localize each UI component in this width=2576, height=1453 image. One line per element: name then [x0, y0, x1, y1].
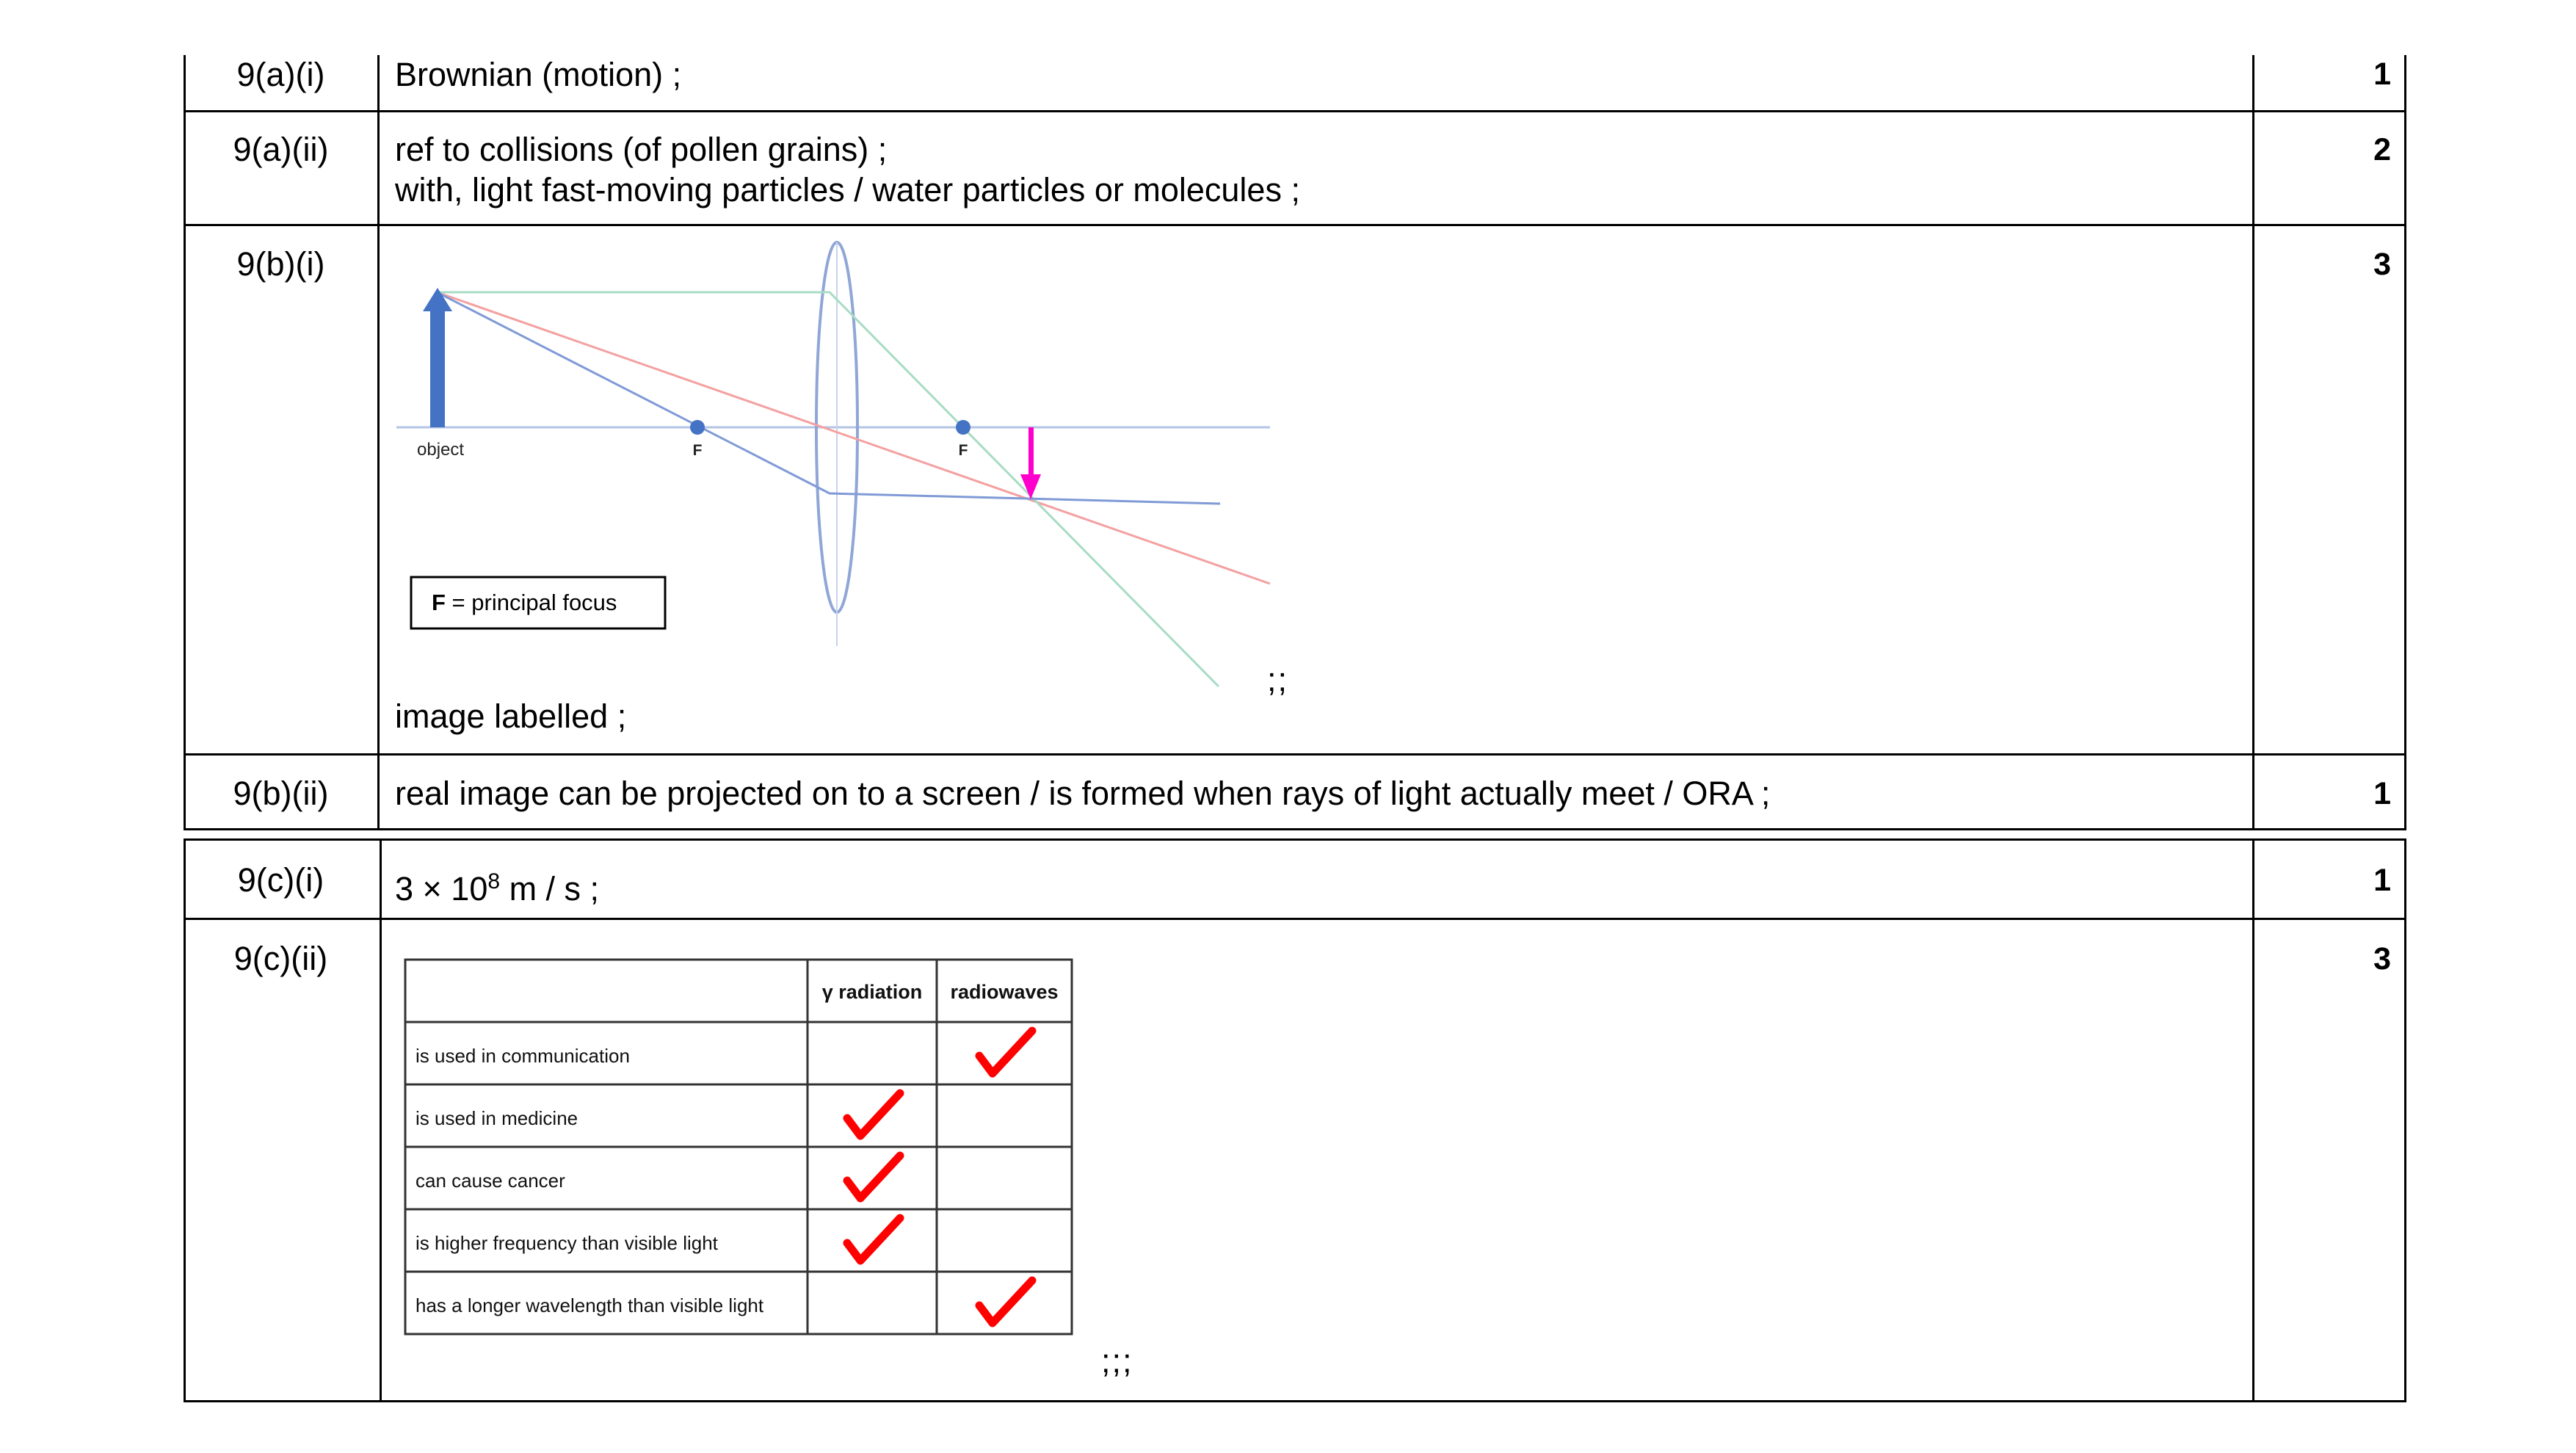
focus-label-right: F	[958, 442, 968, 459]
tick-mark-icon	[979, 1031, 1032, 1073]
grid-line	[184, 224, 2406, 226]
mark: 1	[2373, 57, 2391, 92]
object-arrow	[430, 308, 445, 427]
focus-point-right	[956, 420, 970, 435]
grid-line	[380, 838, 382, 1402]
tick-mark-icon	[847, 1218, 900, 1261]
header-radiowaves: radiowaves	[950, 981, 1059, 1003]
row-label: is used in communication	[416, 1045, 630, 1067]
answer-prefix: 3 × 10	[395, 870, 488, 907]
row-label: is used in medicine	[416, 1107, 578, 1129]
grid-line	[2404, 55, 2406, 830]
answer-text: image labelled ;	[395, 697, 627, 735]
grid-line	[2252, 55, 2254, 830]
answer-text: with, light fast-moving particles / water particles or molecules ;	[395, 171, 1300, 209]
legend-text	[432, 590, 617, 615]
question-number: 9(b)(ii)	[233, 775, 329, 812]
grid-line	[2252, 838, 2254, 1402]
answer-text: Brownian (motion) ;	[395, 56, 682, 93]
grid-line	[184, 1400, 2406, 1402]
question-number: 9(a)(ii)	[233, 131, 329, 168]
ray-through-focus	[437, 292, 1220, 504]
grid-line	[377, 55, 380, 830]
mark: 2	[2373, 132, 2391, 167]
grid-line	[184, 110, 2406, 112]
focus-label-left: F	[692, 442, 703, 459]
tick-mark-icon	[847, 1093, 900, 1136]
answer-suffix: m / s ;	[500, 870, 600, 907]
row-label: has a longer wavelength than visible light	[416, 1294, 764, 1316]
ray-diagram	[389, 235, 1314, 705]
semicolons: ;;;	[1101, 1342, 1133, 1380]
object-label: object	[417, 440, 465, 460]
answer-text	[395, 861, 599, 909]
image-arrow	[1028, 427, 1034, 477]
image-arrowhead	[1020, 474, 1041, 499]
grid-line	[184, 918, 2406, 920]
question-number: 9(c)(i)	[237, 861, 324, 899]
answer-text: ref to collisions (of pollen grains) ;	[395, 131, 888, 168]
row-label: is higher frequency than visible light	[416, 1232, 718, 1254]
grid-line	[184, 55, 186, 830]
answer-exponent: 8	[487, 869, 501, 894]
mark: 3	[2373, 247, 2391, 282]
tick-mark-icon	[847, 1156, 900, 1198]
question-number: 9(c)(ii)	[233, 940, 328, 977]
semicolons: ;;	[1267, 661, 1289, 698]
grid-line	[184, 753, 2406, 756]
question-number: 9(a)(i)	[236, 56, 325, 93]
answer-text: real image can be projected on to a screen / is formed when rays of light actually meet / ORA ;	[395, 775, 1771, 812]
grid-line	[184, 838, 2406, 841]
grid-line	[184, 828, 2406, 830]
tick-mark-icon	[979, 1280, 1032, 1323]
legend-key: F	[432, 590, 446, 615]
mark: 1	[2373, 863, 2391, 898]
mark: 1	[2373, 776, 2391, 811]
row-label: can cause cancer	[416, 1170, 565, 1192]
grid-line	[184, 838, 186, 1402]
focus-point-left	[690, 420, 705, 435]
header-gamma: γ radiation	[821, 981, 923, 1003]
legend-description: = principal focus	[445, 590, 617, 615]
mark: 3	[2373, 941, 2391, 976]
grid-line	[2404, 838, 2406, 1402]
radiation-table	[402, 957, 1078, 1368]
question-number: 9(b)(i)	[236, 245, 325, 283]
